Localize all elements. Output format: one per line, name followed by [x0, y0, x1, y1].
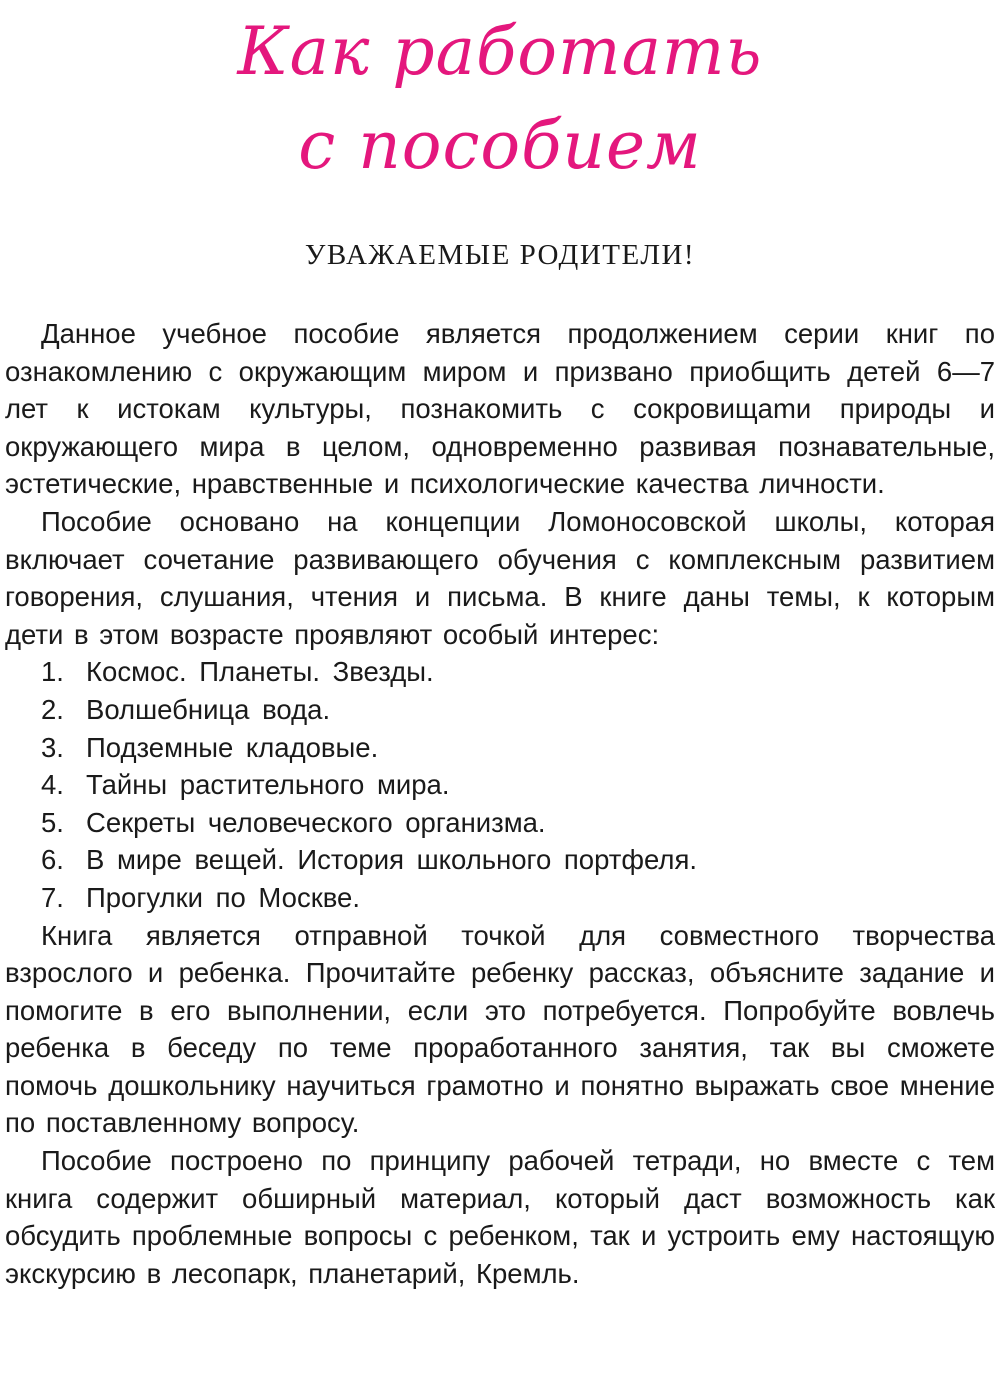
list-item-text: Тайны растительного мира.: [86, 769, 450, 801]
page-title-line-1: Как работать: [237, 13, 763, 90]
list-item-number: 4.: [41, 769, 64, 801]
paragraph-intro: Данное учебное пособие является продолжением серии книг по ознакомлению с окружающим миром и призвано приобщить детей 6—7 лет к истокам культуры, познакомить с сокровищаmи природы и окружающего мира в целом, одновременно развивая познавательные, эстетические, нравственные и психологические качества личности.: [5, 318, 995, 500]
list-item-text: Прогулки по Москве.: [86, 881, 360, 913]
paragraph-concept: Пособие основано на концепции Ломоносовской школы, которая включает сочетание развивающего обучения с комплексным развитием говорения, слушания, чтения и письма. В книге даны темы, к которым дети в этом возрасте проявляют особый интерес:: [5, 505, 995, 650]
list-item: [5, 766, 995, 804]
list-item-text: Волшебница вода.: [86, 693, 331, 725]
list-item-number: 6.: [41, 844, 64, 876]
body-text: [5, 315, 995, 1292]
page-title-line-2: с пособием: [298, 107, 702, 184]
list-item: [5, 879, 995, 917]
paragraph-workbook: Пособие построено по принципу рабочей тетради, но вместе с тем книга содержит обширный материал, который даст возможность как обсудить проблемные вопросы с ребенком, так и устроить ему настоящую экскурсию в лесопарк, планетарий, Кремль.: [5, 1145, 995, 1289]
list-item: [5, 691, 995, 729]
list-item-number: 7.: [41, 881, 64, 913]
list-item: [5, 804, 995, 842]
greeting-heading: УВАЖАЕМЫЕ РОДИТЕЛИ!: [304, 239, 696, 271]
page-title: [5, 0, 995, 193]
list-item-text: Подземные кладовые.: [86, 731, 379, 763]
list-item-number: 1.: [41, 656, 64, 688]
list-item-text: Секреты человеческого организма.: [86, 806, 546, 838]
list-item: [5, 729, 995, 767]
list-item-text: Космос. Планеты. Звезды.: [86, 656, 434, 688]
list-item: [5, 653, 995, 691]
list-item-text: В мире вещей. История школьного портфеля.: [86, 844, 697, 876]
list-item-number: 3.: [41, 731, 64, 763]
list-item-number: 5.: [41, 806, 64, 838]
paragraph-creativity: Книга является отправной точкой для совместного творчества взрослого и ребенка. Прочитайте ребенку рассказ, объясните задание и помогите в его выполнении, если это потребуется. Попробуйте вовлечь ребенка в беседу по теме проработанного занятия, так вы сможете помочь дошкольнику научиться грамотно и понятно выражать свое мнение по поставленному вопросу.: [5, 919, 995, 1139]
topics-list: [5, 653, 995, 916]
list-item-number: 2.: [41, 693, 64, 725]
list-item: [5, 841, 995, 879]
